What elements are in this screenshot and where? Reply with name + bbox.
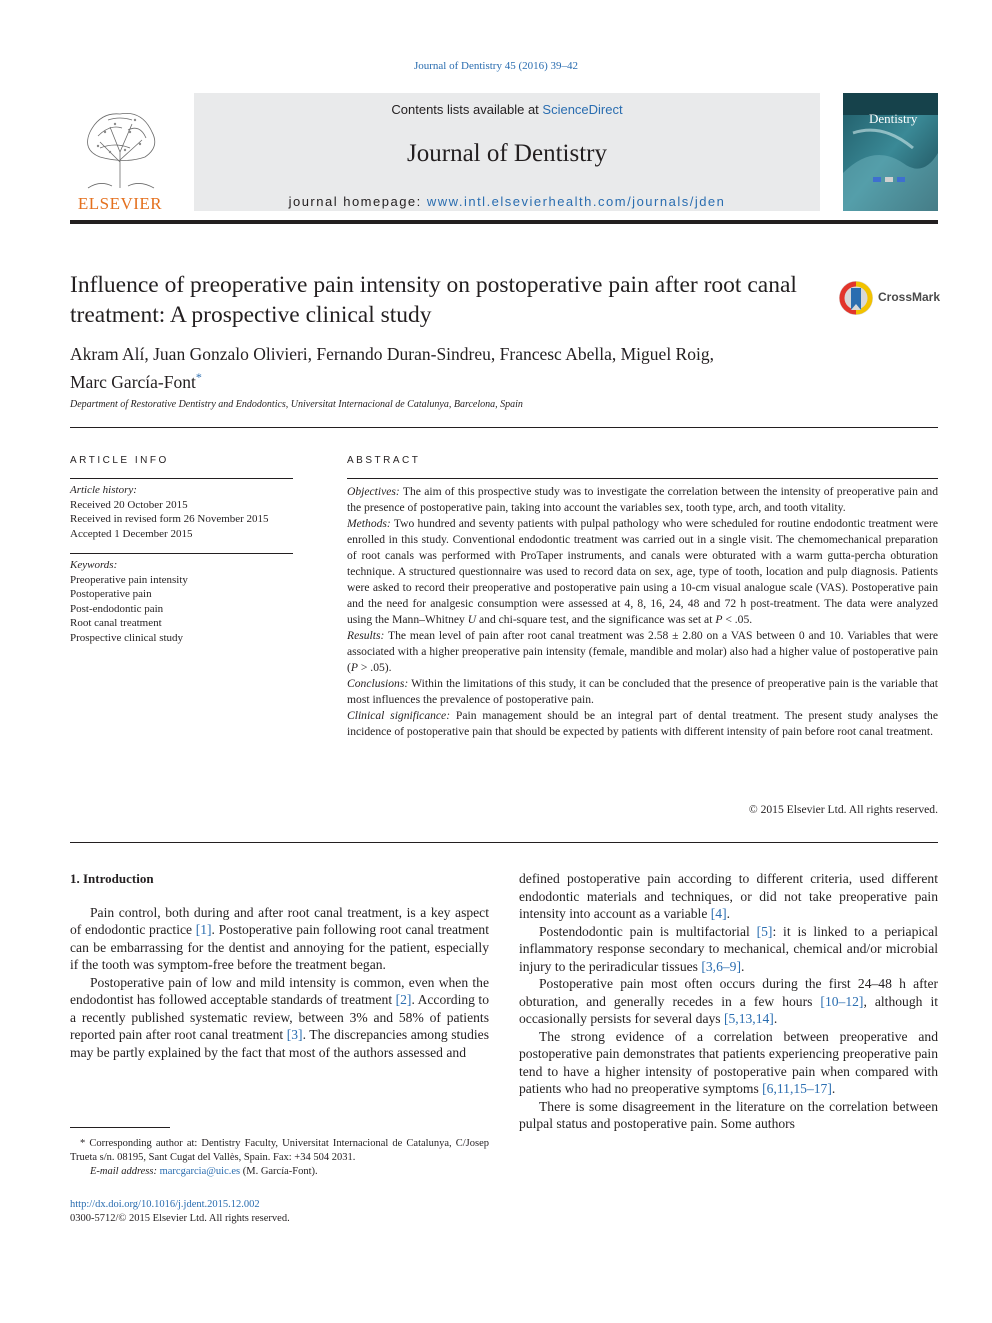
article-title: Influence of preoperative pain intensity on postoperative pain after root canal treatment: A prospective clinical study (70, 272, 797, 328)
history-received: Received 20 October 2015 (70, 498, 188, 511)
citation-link[interactable]: [3,6–9] (701, 958, 741, 974)
abstract-body (347, 484, 938, 740)
citation-link[interactable]: [10–12] (820, 993, 864, 1009)
section-heading-introduction: 1. Introduction (70, 871, 154, 886)
journal-cover[interactable] (843, 93, 938, 211)
history-label: Article history: (70, 484, 137, 496)
intro-paragraph-6: There is some disagreement in the literature on the correlation between pulpal status and postoperative pain. Some authors (519, 1098, 938, 1131)
email-line: E-mail address: marcgarcia@uic.es (M. García-Font). (90, 1166, 318, 1177)
authors-line-2: Marc García-Font* (70, 370, 202, 392)
citation-link[interactable]: [5] (756, 923, 773, 939)
keywords-rule (70, 553, 293, 554)
crossmark-badge[interactable] (838, 280, 941, 316)
authors-line-1: Akram Alí, Juan Gonzalo Olivieri, Fernando Duran-Sindreu, Francesc Abella, Miguel Roig, (70, 344, 714, 364)
abstract-heading: ABSTRACT (347, 455, 421, 466)
intro-paragraph-5: The strong evidence of a correlation between preoperative and postoperative pain demonstrates that patients experiencing preoperative pain tend to have a higher intensity of postoperative pain when compared with patients who had no preoperative symptoms [6,11,15–17]. (519, 1028, 938, 1096)
abstract-rule (347, 478, 938, 479)
title-rule (70, 427, 938, 428)
footnote-rule (70, 1127, 170, 1128)
body-right-column (519, 870, 938, 1133)
journal-name: Journal of Dentistry (407, 140, 607, 167)
keywords (70, 558, 293, 645)
abstract-results: Results: The mean level of pain after root canal treatment was 2.58 ± 2.80 on a VAS between 0 and 10. Variables that were associated with a higher preoperative pain intensity (female, mandible and molar) also had a higher value of postoperative pain (P > .05). (347, 629, 938, 674)
intro-paragraph-2-cont: defined postoperative pain according to different criteria, used different endodontic materials and techniques, or did not take preoperative pain intensity into account as a variable [4]. (519, 871, 938, 921)
intro-paragraph-2: Postoperative pain of low and mild intensity is common, even when the endodontist has followed acceptable standards of treatment [2]. According to a recently published systematic review, between 3% and 58% of patients reported pain after root canal treatment [3]. The discrepancies among studies may be partly explained by the fact that most of the authors assessed and (70, 974, 489, 1060)
doi-link[interactable]: http://dx.doi.org/10.1016/j.jdent.2015.12.002 (70, 1199, 260, 1210)
abstract-rule-bottom (70, 842, 938, 843)
citation-link[interactable]: [1] (195, 922, 212, 937)
header-rule (70, 220, 938, 224)
journal-reference[interactable]: Journal of Dentistry 45 (2016) 39–42 (413, 60, 579, 72)
abstract-clinical-significance: Clinical significance: Pain management should be an integral part of dental treatment. The present study analyses the incidence of postoperative pain that should be expected by patients with different intensity of pain before root canal treatment. (347, 709, 938, 738)
citation-link[interactable]: [2] (395, 992, 412, 1007)
abstract-objectives: Objectives: The aim of this prospective study was to investigate the correlation between the intensity of preoperative pain and the presence of postoperative pain, taking into account the variables sex, tooth type, arch, and tooth vitality. (347, 485, 938, 514)
contents-line: Contents lists available at ScienceDirect (391, 102, 623, 117)
keyword-item: Postoperative pain (70, 588, 152, 600)
article-history (70, 483, 293, 541)
corresponding-author-mark[interactable]: * (195, 370, 202, 384)
history-revised: Received in revised form 26 November 2015 (70, 513, 269, 525)
homepage-link[interactable]: www.intl.elsevierhealth.com/journals/jden (426, 194, 726, 209)
intro-paragraph-4: Postoperative pain most often occurs during the first 24–48 h after obturation, and generally recedes in a few hours [10–12], although it occasionally persists for several days [5,13,14]. (519, 976, 938, 1026)
authors (70, 343, 850, 394)
crossmark-label: CrossMark (878, 290, 941, 304)
keyword-item: Post-endodontic pain (70, 602, 164, 615)
abstract-methods: Methods: Two hundred and seventy patients with pulpal pathology who were scheduled for routine endodontic treatment were enrolled in this study. Conventional endodontic treatment was carried out in a single visit. The chemomechanical preparation of root canals was performed with ProTaper instruments, and canals were obturated with a warm gutta-percha obturation technique. A structured questionnaire was used to record data on sex, age, type of tooth, location and pulp diagnosis. Patients were asked to record their preoperative and postoperative pain using a 10-cm visual analogue scale (VAS). Postoperative pain and the need for analgesic consumption were assessed at 4, 8, 16, 24, 48 and 72 h post-treatment. The data were analyzed using the Mann–Whitney U and chi-square test, and the significance was set at P < .05. (347, 517, 938, 626)
elsevier-wordmark: ELSEVIER (77, 194, 163, 213)
history-accepted: Accepted 1 December 2015 (70, 527, 193, 540)
body-left-column (70, 870, 489, 1061)
abstract-copyright: © 2015 Elsevier Ltd. All rights reserved. (748, 803, 938, 816)
keyword-item: Preoperative pain intensity (70, 573, 188, 586)
article-info-heading: ARTICLE INFO (70, 455, 169, 466)
citation-link[interactable]: [3] (286, 1027, 303, 1042)
cover-title: Dentistry (869, 111, 918, 126)
homepage-line: journal homepage: www.intl.elsevierhealth.com/journals/jden (288, 194, 726, 209)
corresponding-author-note: * Corresponding author at: Dentistry Faculty, Universitat Internacional de Catalunya, C/Josep Trueta s/n. 08195, Sant Cugat del Vallès, Spain. Fax: +34 504 2031. (70, 1138, 489, 1163)
email-link[interactable]: marcgarcia@uic.es (159, 1166, 241, 1177)
sciencedirect-link[interactable]: ScienceDirect (542, 102, 623, 117)
crossmark-icon (838, 280, 874, 316)
issn-line: 0300-5712/© 2015 Elsevier Ltd. All rights reserved. (70, 1213, 290, 1224)
elsevier-logo (70, 102, 170, 214)
page-footer (70, 1198, 570, 1226)
citation-link[interactable]: [6,11,15–17] (762, 1081, 832, 1096)
footnote (70, 1137, 489, 1179)
intro-paragraph-1: Pain control, both during and after root canal treatment, is a key aspect of endodontic practice [1]. Postoperative pain following root canal treatment can be embarrassing for the dentist and annoying for the patient, especially if the tooth was symptom-free before the treatment began. (70, 904, 489, 972)
keyword-item: Root canal treatment (70, 617, 162, 629)
intro-paragraph-3: Postendodontic pain is multifactorial [5]: it is linked to a periapical inflammatory response secondary to mechanical, chemical and/or microbial injury to the periradicular tissues [3,6–9]. (519, 923, 938, 974)
citation-link[interactable]: [4] (710, 906, 727, 921)
abstract-conclusions: Conclusions: Within the limitations of this study, it can be concluded that the presence of preoperative pain is the variable that most influences the prevalence of postoperative pain. (347, 677, 938, 706)
article-info-rule (70, 478, 293, 479)
affiliation: Department of Restorative Dentistry and Endodontics, Universitat Internacional de Catalunya, Barcelona, Spain (70, 399, 523, 410)
citation-link[interactable]: [5,13,14] (723, 1011, 774, 1026)
keyword-item: Prospective clinical study (70, 631, 184, 644)
keywords-label: Keywords: (70, 559, 118, 571)
